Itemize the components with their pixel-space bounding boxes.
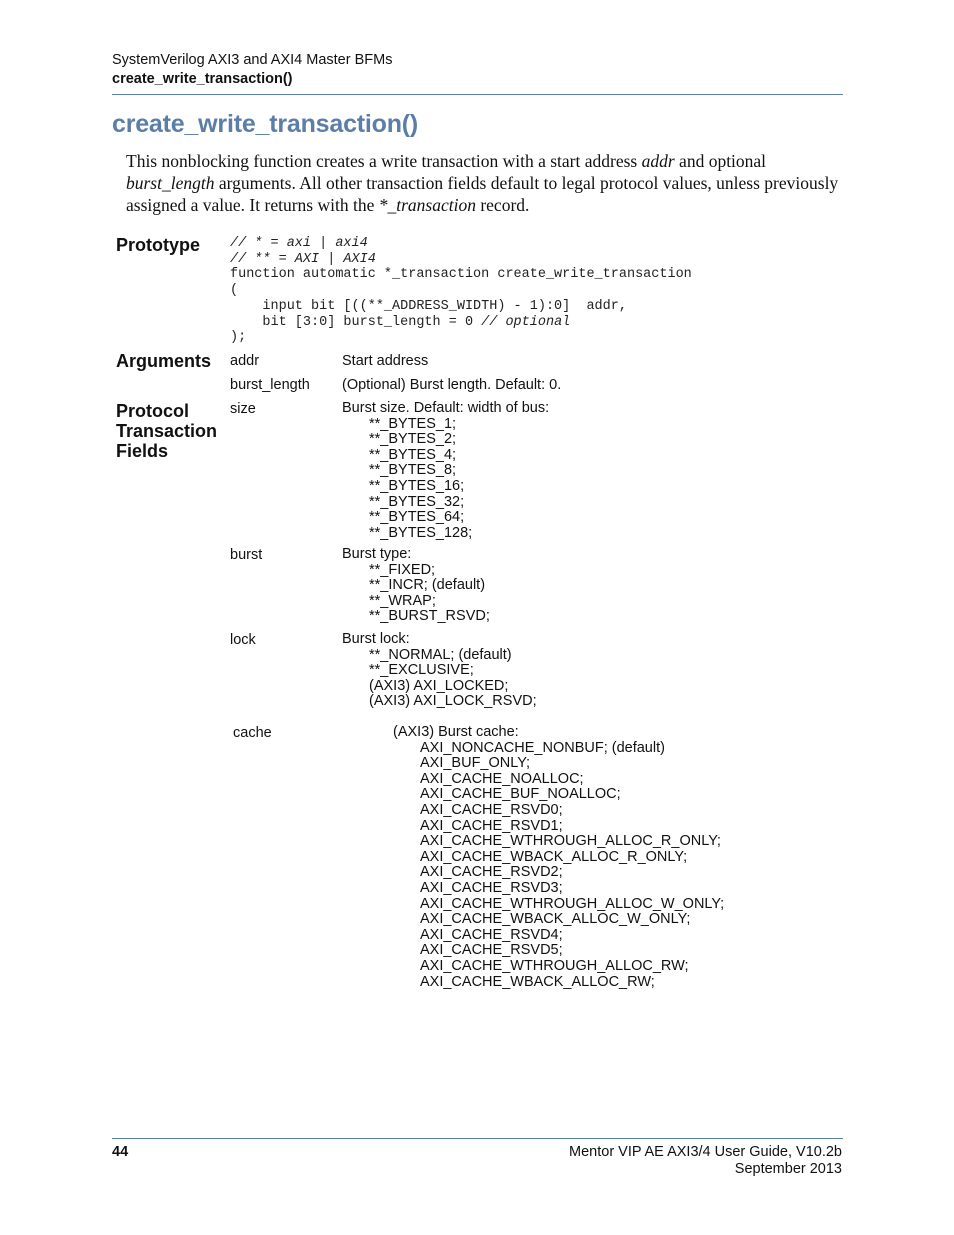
arg-desc-addr: Start address [342,353,429,369]
page-title: create_write_transaction() [112,110,419,138]
list-item: **_INCR; (default) [369,577,486,594]
list-item: **_BYTES_8; [369,462,457,479]
intro-text-3: arguments. All other transaction fields default to legal protocol values, unless previously assigned a value. It returns with the [126,173,839,215]
field-desc-size-text: Burst size. Default: width of bus: [342,400,550,416]
field-desc-cache [393,725,724,990]
running-header-title: SystemVerilog AXI3 and AXI4 Master BFMs [112,52,393,68]
intro-text-4: record. [475,195,530,215]
list-item: **_BYTES_64; [369,509,465,526]
section-protocol-line-1: Protocol [116,401,190,421]
field-name-cache: cache [233,725,272,741]
list-item: AXI_CACHE_NOALLOC; [420,770,584,787]
intro-paragraph [126,150,846,216]
field-desc-burst [342,547,490,625]
footer-rule [112,1138,843,1139]
field-name-burst: burst [230,547,263,563]
list-item: AXI_CACHE_RSVD4; [420,926,563,943]
code-line-7: ); [230,330,247,346]
footer-guide-title: Mentor VIP AE AXI3/4 User Guide, V10.2b [569,1144,842,1160]
list-item: AXI_CACHE_BUF_NOALLOC; [420,786,621,803]
list-item: AXI_CACHE_WBACK_ALLOC_RW; [420,973,655,990]
section-arguments: Arguments [116,351,212,371]
list-item: AXI_CACHE_RSVD5; [420,942,563,959]
code-comment-2: // ** = AXI | AXI4 [230,251,376,267]
section-protocol-line-3: Fields [116,441,169,461]
running-header-section: create_write_transaction() [112,71,293,87]
list-item: **_FIXED; [369,561,436,578]
list-item: AXI_CACHE_WBACK_ALLOC_W_ONLY; [420,911,691,928]
code-line-4: ( [230,283,239,299]
list-item: **_BYTES_16; [369,477,465,494]
intro-text-2: and optional [674,151,767,171]
list-item: (AXI3) AXI_LOCKED; [369,677,509,694]
code-line-5: input bit [((**_ADDRESS_WIDTH) - 1):0] addr, [230,298,627,314]
list-item: **_BYTES_4; [369,446,457,463]
list-item: AXI_CACHE_RSVD2; [420,864,563,881]
field-desc-lock [342,632,537,710]
list-item: AXI_CACHE_WTHROUGH_ALLOC_W_ONLY; [420,895,725,912]
list-item: AXI_CACHE_WBACK_ALLOC_R_ONLY; [420,848,688,865]
code-comment-1: // * = axi | axi4 [230,236,368,251]
arg-desc-burst-length: (Optional) Burst length. Default: 0. [342,377,562,393]
list-item: **_BYTES_2; [369,431,457,448]
section-protocol-fields [116,401,217,461]
intro-text-1: This nonblocking function creates a write transaction with a start address [126,151,642,171]
intro-burst-length: burst_length [126,173,215,193]
list-item: **_BURST_RSVD; [369,608,490,625]
intro-record: *_transaction [378,195,476,215]
code-line-6: bit [3:0] burst_length = 0 [230,314,482,330]
footer-date: September 2013 [734,1161,842,1177]
field-name-lock: lock [230,632,256,648]
intro-addr: addr [641,151,675,171]
section-protocol-line-2: Transaction [116,421,218,441]
list-item: **_NORMAL; (default) [369,646,512,663]
code-line-3: function automatic *_transaction create_write_transaction [230,267,692,283]
prototype-code [230,236,692,346]
list-item: AXI_CACHE_WTHROUGH_ALLOC_R_ONLY; [420,833,721,850]
list-item: **_BYTES_128; [369,524,473,541]
list-item: AXI_CACHE_RSVD0; [420,801,563,818]
list-item: AXI_CACHE_RSVD1; [420,817,563,834]
arg-name-burst-length: burst_length [230,377,310,393]
header-rule [112,94,843,95]
field-desc-size [342,401,549,541]
list-item: **_EXCLUSIVE; [369,662,474,679]
page-number: 44 [112,1144,129,1160]
field-desc-lock-text: Burst lock: [342,631,410,647]
list-item: **_BYTES_1; [369,415,457,432]
list-item: AXI_NONCACHE_NONBUF; (default) [420,739,665,756]
list-item: (AXI3) AXI_LOCK_RSVD; [369,693,537,710]
list-item: AXI_BUF_ONLY; [420,755,530,772]
code-comment-optional: // optional [481,314,571,330]
field-desc-burst-text: Burst type: [342,546,412,562]
field-name-size: size [230,401,256,417]
section-prototype: Prototype [116,235,201,255]
arg-name-addr: addr [230,353,260,369]
list-item: **_WRAP; [369,592,436,609]
list-item: **_BYTES_32; [369,493,465,510]
list-item: AXI_CACHE_RSVD3; [420,879,563,896]
list-item: AXI_CACHE_WTHROUGH_ALLOC_RW; [420,957,689,974]
field-desc-cache-text: (AXI3) Burst cache: [393,724,519,740]
